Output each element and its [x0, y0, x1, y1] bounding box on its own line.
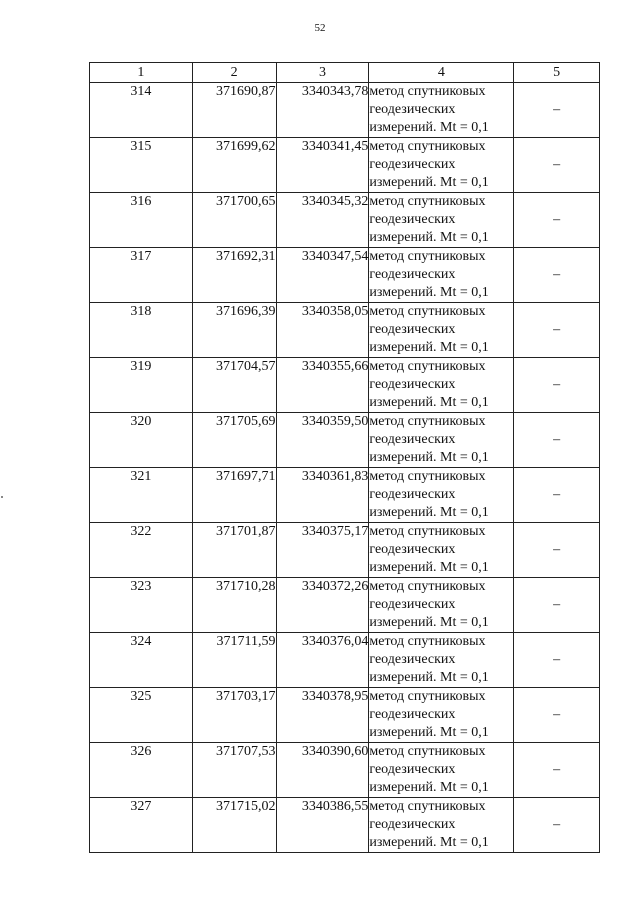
- coordinate-x-cell: 371690,87: [192, 83, 276, 138]
- table-row: [90, 798, 600, 853]
- method-cell: [369, 743, 514, 798]
- coordinate-y-cell: 3340359,50: [276, 413, 369, 468]
- method-line: геодезических: [369, 157, 456, 172]
- point-number-cell: 325: [90, 688, 193, 743]
- method-line: геодезических: [369, 267, 456, 282]
- method-line: геодезических: [369, 322, 456, 337]
- table-row: [90, 688, 600, 743]
- table-row: [90, 248, 600, 303]
- coordinates-table: [89, 62, 600, 853]
- header-row: [90, 63, 600, 83]
- note-cell: –: [514, 193, 600, 248]
- coordinate-x-cell: 371710,28: [192, 578, 276, 633]
- method-cell: [369, 413, 514, 468]
- column-header-3: 3: [276, 63, 369, 83]
- table-row: [90, 578, 600, 633]
- method-line: метод спутниковых: [369, 304, 486, 319]
- method-line: измерений. Mt = 0,1: [369, 340, 489, 355]
- method-cell: [369, 303, 514, 358]
- method-cell: [369, 578, 514, 633]
- method-cell: [369, 633, 514, 688]
- method-line: метод спутниковых: [369, 139, 486, 154]
- coordinate-x-cell: 371707,53: [192, 743, 276, 798]
- coordinate-x-cell: 371696,39: [192, 303, 276, 358]
- method-line: измерений. Mt = 0,1: [369, 615, 489, 630]
- method-line: метод спутниковых: [369, 414, 486, 429]
- note-cell: –: [514, 523, 600, 578]
- method-line: геодезических: [369, 432, 456, 447]
- method-line: геодезических: [369, 597, 456, 612]
- coordinate-x-cell: 371705,69: [192, 413, 276, 468]
- column-header-2: 2: [192, 63, 276, 83]
- note-cell: –: [514, 688, 600, 743]
- note-cell: –: [514, 413, 600, 468]
- column-header-1: 1: [90, 63, 193, 83]
- coordinate-y-cell: 3340355,66: [276, 358, 369, 413]
- coordinate-x-cell: 371703,17: [192, 688, 276, 743]
- table-row: [90, 83, 600, 138]
- method-line: метод спутниковых: [369, 469, 486, 484]
- method-line: геодезических: [369, 542, 456, 557]
- coordinate-x-cell: 371704,57: [192, 358, 276, 413]
- method-cell: [369, 468, 514, 523]
- coordinate-x-cell: 371697,71: [192, 468, 276, 523]
- method-cell: [369, 688, 514, 743]
- method-line: геодезических: [369, 487, 456, 502]
- coordinate-y-cell: 3340347,54: [276, 248, 369, 303]
- method-line: метод спутниковых: [369, 689, 486, 704]
- method-cell: [369, 358, 514, 413]
- method-line: измерений. Mt = 0,1: [369, 835, 489, 850]
- method-cell: [369, 248, 514, 303]
- point-number-cell: 315: [90, 138, 193, 193]
- method-line: измерений. Mt = 0,1: [369, 670, 489, 685]
- method-line: измерений. Mt = 0,1: [369, 560, 489, 575]
- coordinate-y-cell: 3340372,26: [276, 578, 369, 633]
- note-cell: –: [514, 303, 600, 358]
- table-row: [90, 743, 600, 798]
- point-number-cell: 320: [90, 413, 193, 468]
- point-number-cell: 316: [90, 193, 193, 248]
- method-line: геодезических: [369, 652, 456, 667]
- note-cell: –: [514, 578, 600, 633]
- coordinate-x-cell: 371715,02: [192, 798, 276, 853]
- table-row: [90, 138, 600, 193]
- method-line: измерений. Mt = 0,1: [369, 285, 489, 300]
- method-cell: [369, 138, 514, 193]
- point-number-cell: 314: [90, 83, 193, 138]
- method-line: измерений. Mt = 0,1: [369, 780, 489, 795]
- coordinate-y-cell: 3340375,17: [276, 523, 369, 578]
- note-cell: –: [514, 633, 600, 688]
- method-cell: [369, 798, 514, 853]
- note-cell: –: [514, 358, 600, 413]
- coordinate-x-cell: 371700,65: [192, 193, 276, 248]
- method-cell: [369, 193, 514, 248]
- point-number-cell: 321: [90, 468, 193, 523]
- coordinate-x-cell: 371692,31: [192, 248, 276, 303]
- point-number-cell: 326: [90, 743, 193, 798]
- point-number-cell: 324: [90, 633, 193, 688]
- method-line: геодезических: [369, 212, 456, 227]
- column-header-4: 4: [369, 63, 514, 83]
- coordinate-y-cell: 3340341,45: [276, 138, 369, 193]
- note-cell: –: [514, 83, 600, 138]
- method-line: геодезических: [369, 102, 456, 117]
- coordinate-y-cell: 3340390,60: [276, 743, 369, 798]
- table-row: [90, 633, 600, 688]
- point-number-cell: 322: [90, 523, 193, 578]
- method-line: метод спутниковых: [369, 579, 486, 594]
- method-line: метод спутниковых: [369, 84, 486, 99]
- table-row: [90, 193, 600, 248]
- method-line: измерений. Mt = 0,1: [369, 505, 489, 520]
- method-line: измерений. Mt = 0,1: [369, 175, 489, 190]
- method-line: метод спутниковых: [369, 634, 486, 649]
- method-cell: [369, 523, 514, 578]
- point-number-cell: 318: [90, 303, 193, 358]
- method-line: геодезических: [369, 762, 456, 777]
- table-row: [90, 523, 600, 578]
- method-line: геодезических: [369, 707, 456, 722]
- point-number-cell: 323: [90, 578, 193, 633]
- table-row: [90, 358, 600, 413]
- coordinate-y-cell: 3340343,78: [276, 83, 369, 138]
- coordinate-y-cell: 3340376,04: [276, 633, 369, 688]
- note-cell: –: [514, 468, 600, 523]
- note-cell: –: [514, 138, 600, 193]
- method-line: метод спутниковых: [369, 744, 486, 759]
- method-line: измерений. Mt = 0,1: [369, 230, 489, 245]
- coordinate-y-cell: 3340378,95: [276, 688, 369, 743]
- margin-dot: [1, 496, 3, 498]
- coordinate-x-cell: 371711,59: [192, 633, 276, 688]
- method-line: метод спутниковых: [369, 249, 486, 264]
- note-cell: –: [514, 248, 600, 303]
- method-line: измерений. Mt = 0,1: [369, 725, 489, 740]
- coordinate-y-cell: 3340345,32: [276, 193, 369, 248]
- method-line: измерений. Mt = 0,1: [369, 450, 489, 465]
- coordinate-x-cell: 371701,87: [192, 523, 276, 578]
- method-line: геодезических: [369, 817, 456, 832]
- method-line: измерений. Mt = 0,1: [369, 120, 489, 135]
- note-cell: –: [514, 798, 600, 853]
- table-row: [90, 413, 600, 468]
- method-line: метод спутниковых: [369, 359, 486, 374]
- coordinate-y-cell: 3340386,55: [276, 798, 369, 853]
- method-line: метод спутниковых: [369, 799, 486, 814]
- point-number-cell: 319: [90, 358, 193, 413]
- table-body: [90, 83, 600, 853]
- coordinate-y-cell: 3340361,83: [276, 468, 369, 523]
- point-number-cell: 317: [90, 248, 193, 303]
- method-line: измерений. Mt = 0,1: [369, 395, 489, 410]
- coordinate-x-cell: 371699,62: [192, 138, 276, 193]
- method-line: геодезических: [369, 377, 456, 392]
- method-line: метод спутниковых: [369, 524, 486, 539]
- coordinate-y-cell: 3340358,05: [276, 303, 369, 358]
- table-row: [90, 303, 600, 358]
- table-header: [90, 63, 600, 83]
- method-cell: [369, 83, 514, 138]
- point-number-cell: 327: [90, 798, 193, 853]
- note-cell: –: [514, 743, 600, 798]
- table-row: [90, 468, 600, 523]
- page-number: 52: [314, 22, 326, 34]
- column-header-5: 5: [514, 63, 600, 83]
- method-line: метод спутниковых: [369, 194, 486, 209]
